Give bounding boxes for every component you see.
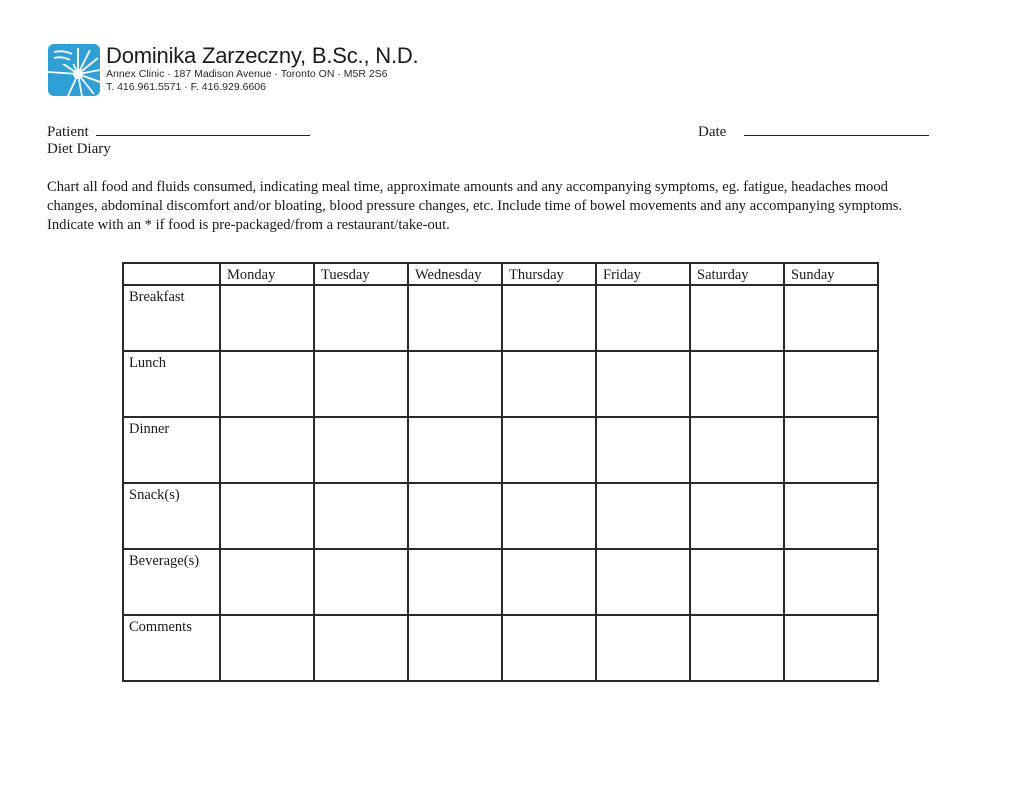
entry-cell[interactable] <box>408 483 502 549</box>
entry-cell[interactable] <box>784 615 878 681</box>
clinic-phone-fax: T. 416.961.5571 · F. 416.929.6606 <box>106 81 266 93</box>
day-header-tuesday: Tuesday <box>314 263 408 285</box>
day-header-monday: Monday <box>220 263 314 285</box>
entry-cell[interactable] <box>596 351 690 417</box>
day-header-wednesday: Wednesday <box>408 263 502 285</box>
instruction-line: Indicate with an * if food is pre-packaged/from a restaurant/take-out. <box>47 217 450 233</box>
row-label-breakfast: Breakfast <box>123 285 220 351</box>
nautilus-shell-icon <box>48 44 100 96</box>
entry-cell[interactable] <box>408 615 502 681</box>
entry-cell[interactable] <box>596 615 690 681</box>
clinic-address: Annex Clinic · 187 Madison Avenue · Toronto ON · M5R 2S6 <box>106 68 388 80</box>
date-input[interactable] <box>744 122 929 136</box>
date-field <box>698 122 929 141</box>
instruction-line: changes, abdominal discomfort and/or bloating, blood pressure changes, etc. Include time of bowel movements and any accompanying symptoms. <box>47 198 903 214</box>
entry-cell[interactable] <box>220 351 314 417</box>
instruction-line: Chart all food and fluids consumed, indicating meal time, approximate amounts and any accompanying symptoms, eg. fatigue, headaches mood <box>47 179 888 195</box>
entry-cell[interactable] <box>314 615 408 681</box>
entry-cell[interactable] <box>784 483 878 549</box>
row-label-comments: Comments <box>123 615 220 681</box>
corner-cell <box>123 263 220 285</box>
entry-cell[interactable] <box>784 549 878 615</box>
entry-cell[interactable] <box>408 417 502 483</box>
entry-cell[interactable] <box>784 417 878 483</box>
entry-cell[interactable] <box>690 483 784 549</box>
entry-cell[interactable] <box>220 483 314 549</box>
entry-cell[interactable] <box>220 615 314 681</box>
patient-label: Patient <box>47 124 89 140</box>
entry-cell[interactable] <box>220 549 314 615</box>
entry-cell[interactable] <box>784 351 878 417</box>
entry-cell[interactable] <box>502 351 596 417</box>
entry-cell[interactable] <box>314 417 408 483</box>
row-label-dinner: Dinner <box>123 417 220 483</box>
entry-cell[interactable] <box>502 417 596 483</box>
entry-cell[interactable] <box>314 285 408 351</box>
entry-cell[interactable] <box>502 549 596 615</box>
row-label-snacks: Snack(s) <box>123 483 220 549</box>
date-label: Date <box>698 124 727 140</box>
entry-cell[interactable] <box>690 615 784 681</box>
entry-cell[interactable] <box>596 285 690 351</box>
entry-cell[interactable] <box>408 549 502 615</box>
entry-cell[interactable] <box>596 549 690 615</box>
entry-cell[interactable] <box>314 549 408 615</box>
entry-cell[interactable] <box>502 615 596 681</box>
entry-cell[interactable] <box>408 285 502 351</box>
diet-diary-table <box>122 262 879 682</box>
entry-cell[interactable] <box>220 417 314 483</box>
form-title: Diet Diary <box>47 141 111 157</box>
patient-input[interactable] <box>96 122 310 136</box>
table-row <box>123 417 878 483</box>
entry-cell[interactable] <box>690 549 784 615</box>
day-header-thursday: Thursday <box>502 263 596 285</box>
entry-cell[interactable] <box>502 285 596 351</box>
table-row <box>123 351 878 417</box>
entry-cell[interactable] <box>690 285 784 351</box>
day-header-saturday: Saturday <box>690 263 784 285</box>
entry-cell[interactable] <box>596 417 690 483</box>
entry-cell[interactable] <box>596 483 690 549</box>
entry-cell[interactable] <box>408 351 502 417</box>
table-header-row <box>123 263 878 285</box>
table-row <box>123 483 878 549</box>
patient-field <box>47 122 310 141</box>
practitioner-name: Dominika Zarzeczny, B.Sc., N.D. <box>106 43 419 68</box>
entry-cell[interactable] <box>314 351 408 417</box>
day-header-sunday: Sunday <box>784 263 878 285</box>
entry-cell[interactable] <box>502 483 596 549</box>
entry-cell[interactable] <box>690 417 784 483</box>
table-row <box>123 615 878 681</box>
entry-cell[interactable] <box>784 285 878 351</box>
table-row <box>123 549 878 615</box>
row-label-lunch: Lunch <box>123 351 220 417</box>
table-row <box>123 285 878 351</box>
instructions <box>47 178 977 235</box>
letterhead <box>48 44 418 96</box>
entry-cell[interactable] <box>220 285 314 351</box>
entry-cell[interactable] <box>690 351 784 417</box>
day-header-friday: Friday <box>596 263 690 285</box>
row-label-beverages: Beverage(s) <box>123 549 220 615</box>
entry-cell[interactable] <box>314 483 408 549</box>
